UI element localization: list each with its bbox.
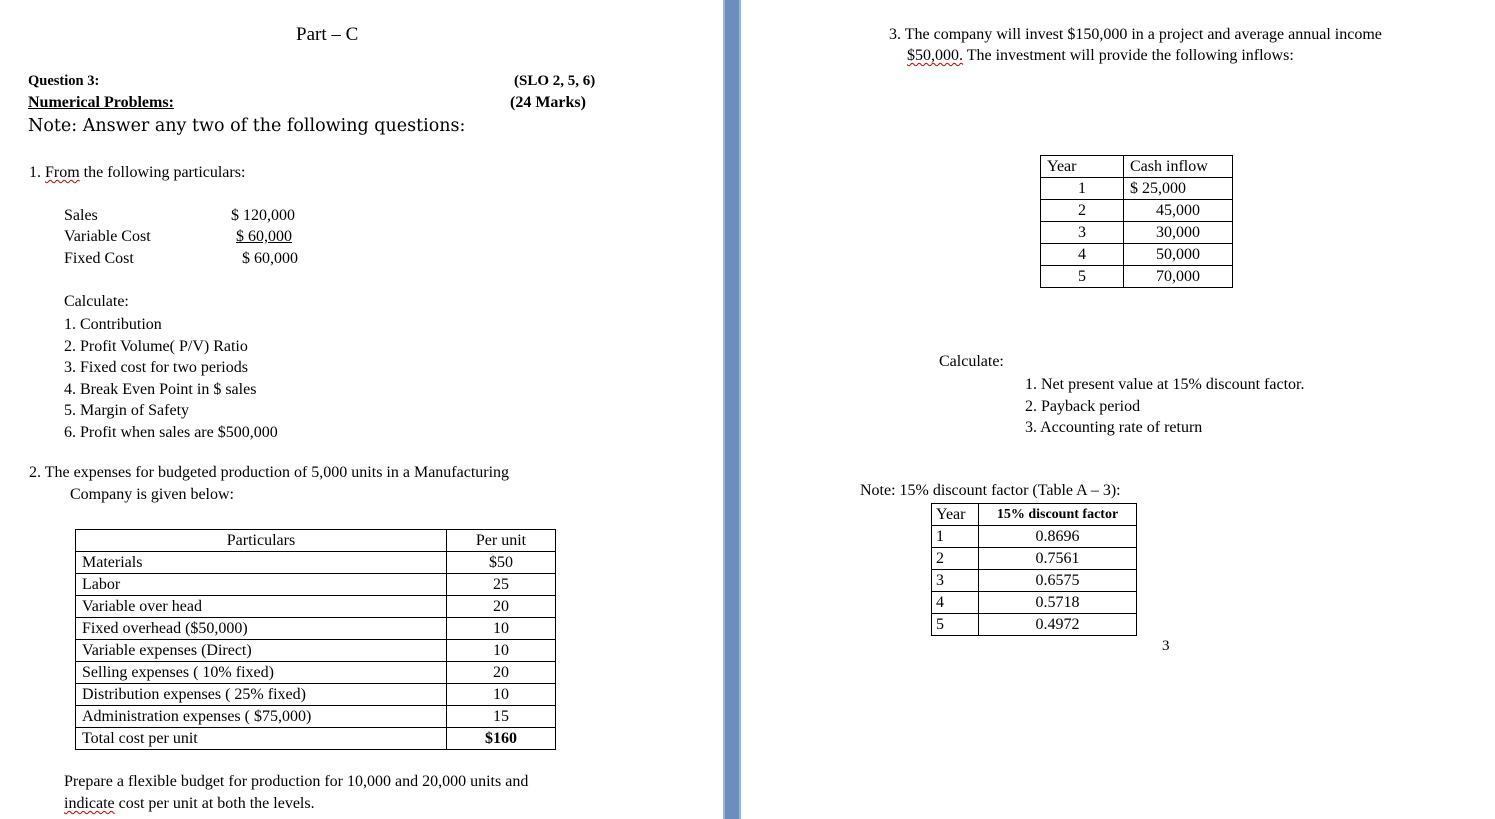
table-header-row (76, 530, 556, 552)
list-item: 4. Break Even Point in $ sales (64, 380, 257, 398)
table-cell: 10 (447, 684, 556, 706)
q1-calculate-label: Calculate: (64, 293, 129, 310)
table-row (76, 596, 556, 618)
table-row (1041, 178, 1233, 200)
table-row (76, 706, 556, 728)
total-label: Total cost per unit (76, 728, 447, 750)
table-row (76, 662, 556, 684)
section-heading: Numerical Problems: (28, 94, 174, 111)
q3-intro-amount: $50,000. (907, 47, 963, 64)
particular-value: $ 120,000 (231, 207, 295, 224)
table-row (932, 592, 1137, 614)
table-row (932, 526, 1137, 548)
table-cell: Materials (76, 552, 447, 574)
q1-intro-number: 1. (29, 164, 45, 181)
q2-closing-line1: Prepare a flexible budget for production for 10,000 and 20,000 units and (64, 773, 529, 790)
table-cell: 50,000 (1124, 244, 1233, 266)
list-item: 6. Profit when sales are $500,000 (64, 423, 278, 441)
table-cell: 0.5718 (979, 592, 1137, 614)
q1-intro-word: From (45, 164, 80, 181)
table-cell: 30,000 (1124, 222, 1233, 244)
list-item: 3. Fixed cost for two periods (64, 359, 248, 376)
table-cell: $ 25,000 (1124, 178, 1233, 200)
discount-note: Note: 15% discount factor (Table A – 3): (860, 482, 1121, 499)
list-item: 5. Margin of Safety (64, 402, 190, 419)
table-cell: Labor (76, 574, 447, 596)
list-item: 1. Contribution (64, 316, 162, 333)
table-cell: Selling expenses ( 10% fixed) (76, 662, 447, 684)
table-cell: 0.7561 (979, 548, 1137, 570)
table-row (1041, 222, 1233, 244)
table-cell: Distribution expenses ( 25% fixed) (76, 684, 447, 706)
table-cell: Variable expenses (Direct) (76, 640, 447, 662)
table-cell: 10 (447, 640, 556, 662)
table-cell: 10 (447, 618, 556, 640)
q1-calculation-list (64, 314, 278, 443)
table-cell: 45,000 (1124, 200, 1233, 222)
q3-intro-rest: The investment will provide the following inflows: (963, 47, 1294, 64)
table-cell: 1 (1041, 178, 1124, 200)
table-header-row (932, 504, 1137, 526)
table-row (76, 640, 556, 662)
table-row (76, 618, 556, 640)
table-cell: 0.4972 (979, 614, 1137, 636)
q3-calculation-list (1025, 374, 1304, 439)
table-cell: 15 (447, 706, 556, 728)
expenses-table (75, 529, 556, 750)
right-page (741, 0, 1495, 819)
table-cell: 20 (447, 596, 556, 618)
particular-label: Variable Cost (64, 228, 151, 245)
table-cell: 3 (1041, 222, 1124, 244)
table-cell: 4 (1041, 244, 1124, 266)
table-header: Year (1041, 156, 1124, 178)
page-number: 3 (1162, 638, 1170, 654)
table-row (1041, 200, 1233, 222)
slo-reference: (SLO 2, 5, 6) (514, 73, 596, 89)
table-cell: Fixed overhead ($50,000) (76, 618, 447, 640)
table-row (76, 684, 556, 706)
table-cell: 2 (1041, 200, 1124, 222)
q1-intro (29, 164, 245, 182)
table-cell: 70,000 (1124, 266, 1233, 288)
table-cell: $50 (447, 552, 556, 574)
table-cell: 25 (447, 574, 556, 596)
part-title: Part – C (296, 24, 359, 45)
table-cell: 4 (932, 592, 979, 614)
table-cell: 2 (932, 548, 979, 570)
table-row (932, 614, 1137, 636)
list-item: 3. Accounting rate of return (1025, 419, 1203, 436)
discount-factor-table (931, 503, 1137, 636)
table-row (932, 548, 1137, 570)
table-cell: 5 (1041, 266, 1124, 288)
table-row (1041, 244, 1233, 266)
table-header: Per unit (447, 530, 556, 552)
q3-intro-line2 (907, 47, 1294, 65)
q2-intro-line1: 2. The expenses for budgeted production of 5,000 units in a Manufacturing (29, 464, 510, 481)
left-page (0, 0, 723, 819)
q2-closing-line2 (64, 795, 315, 813)
list-item: 2. Payback period (1025, 397, 1141, 415)
table-cell: Administration expenses ( $75,000) (76, 706, 447, 728)
table-row (932, 570, 1137, 592)
marks-label: (24 Marks) (510, 94, 586, 111)
table-header: Cash inflow (1124, 156, 1233, 178)
list-item: 1. Net present value at 15% discount factor. (1025, 376, 1305, 393)
question-label: Question 3: (28, 73, 100, 89)
table-header: Year (932, 504, 979, 526)
table-cell: 3 (932, 570, 979, 592)
table-row (76, 574, 556, 596)
instructions-note: Note: Answer any two of the following questions: (28, 116, 466, 136)
page-gutter (723, 0, 741, 819)
table-cell: 0.8696 (979, 526, 1137, 548)
table-cell: 5 (932, 614, 979, 636)
q3-intro-line1: 3. The company will invest $150,000 in a project and average annual income (889, 26, 1382, 43)
q2-closing-word: indicate (64, 795, 115, 812)
table-cell: 0.6575 (979, 570, 1137, 592)
particular-label: Fixed Cost (64, 250, 134, 267)
q3-calculate-label: Calculate: (939, 353, 1004, 370)
total-value: $160 (447, 728, 556, 750)
list-item: 2. Profit Volume( P/V) Ratio (64, 337, 248, 355)
table-header-row (1041, 156, 1233, 178)
cash-inflow-table (1040, 155, 1233, 288)
particular-value: $ 60,000 (242, 250, 298, 267)
table-row (76, 552, 556, 574)
table-cell: Variable over head (76, 596, 447, 618)
table-cell: 1 (932, 526, 979, 548)
q1-intro-rest: the following particulars: (79, 164, 246, 181)
table-header: 15% discount factor (979, 504, 1137, 526)
table-header: Particulars (76, 530, 447, 552)
q2-closing-rest: cost per unit at both the levels. (114, 795, 315, 812)
table-cell: 20 (447, 662, 556, 684)
q2-intro-line2: Company is given below: (70, 486, 234, 503)
table-row (1041, 266, 1233, 288)
particular-value: $ 60,000 (236, 228, 292, 245)
particular-label: Sales (64, 207, 98, 224)
table-total-row (76, 728, 556, 750)
